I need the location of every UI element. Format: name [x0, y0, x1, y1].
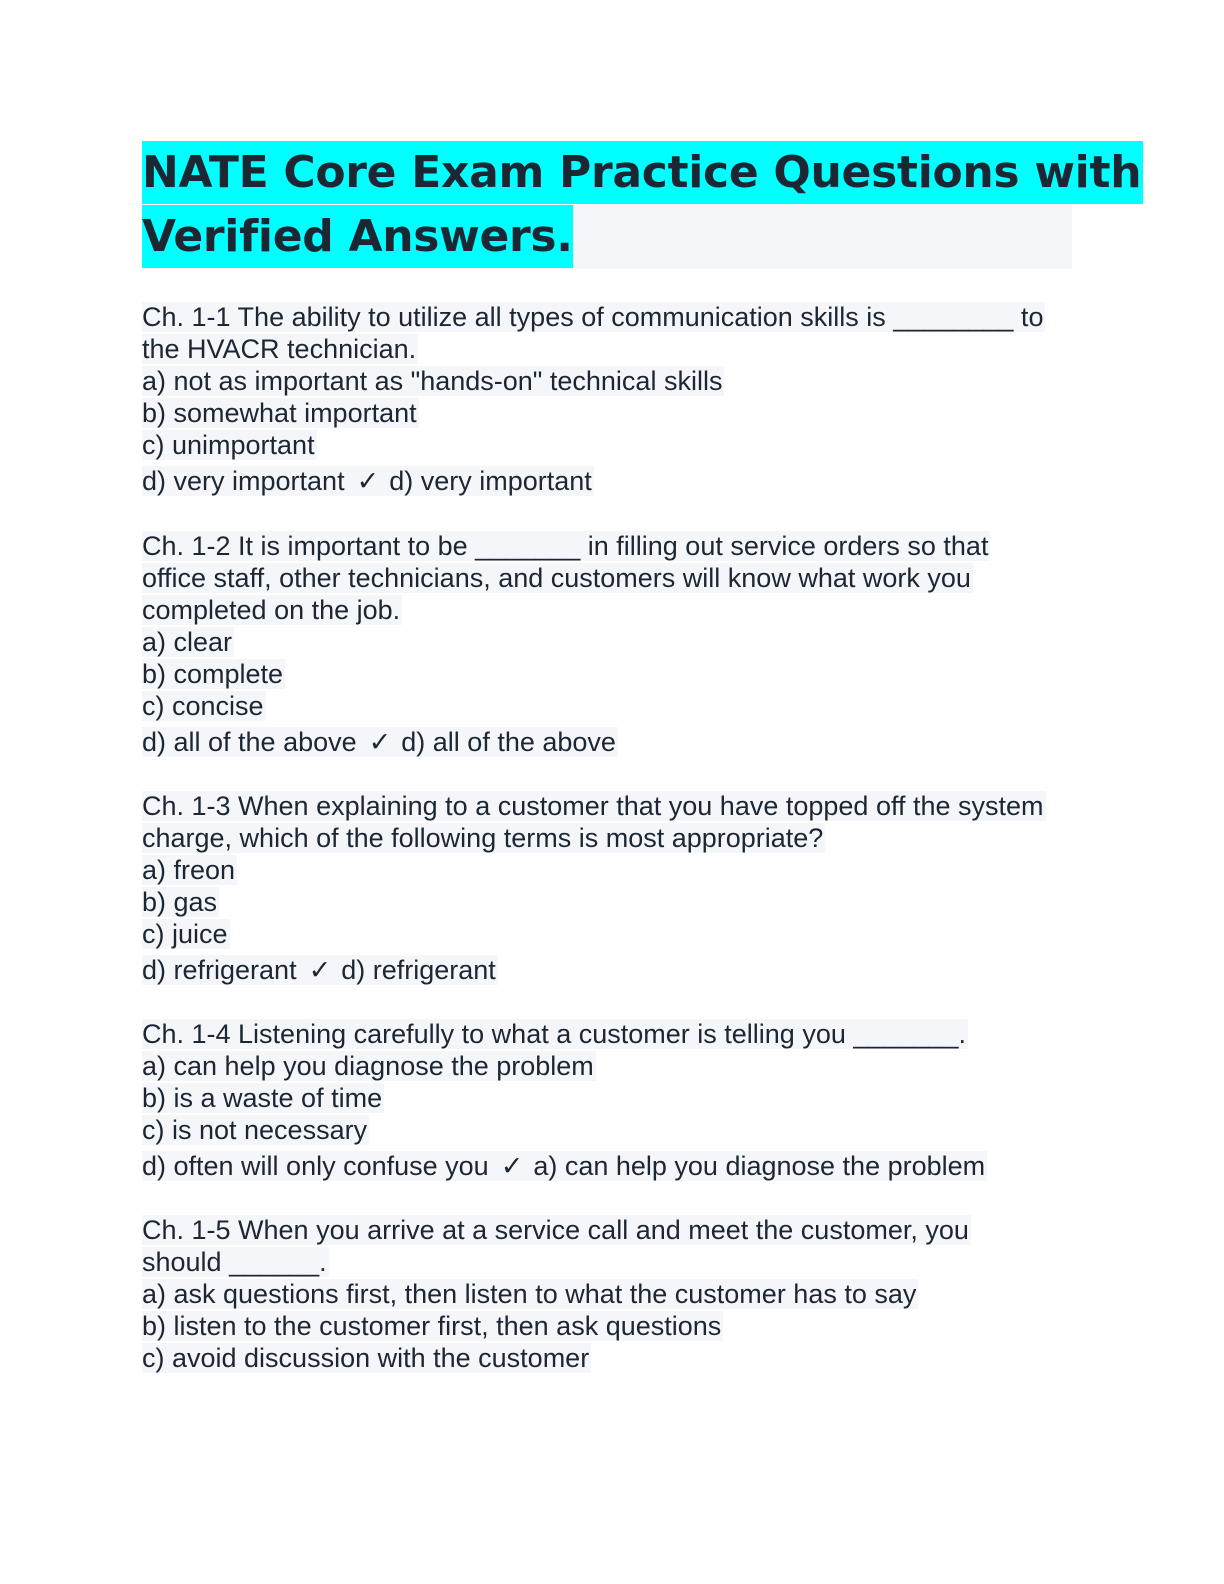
- answer-option-with-verified-answer: [142, 1146, 1072, 1186]
- question-stem: Ch. 1-2 It is important to be _______ in filling out service orders so that: [142, 531, 989, 561]
- question-stem: charge, which of the following terms is most appropriate?: [142, 823, 824, 853]
- question-block: [142, 1018, 1072, 1186]
- checkmark-icon: ✓: [308, 955, 332, 985]
- checkmark-icon: ✓: [500, 1151, 524, 1181]
- question-stem: the HVACR technician.: [142, 334, 417, 364]
- answer-option: c) concise: [142, 691, 264, 721]
- verified-answer: d) refrigerant: [341, 955, 496, 985]
- answer-option: a) freon: [142, 855, 236, 885]
- answer-option-with-verified-answer: [142, 722, 1072, 762]
- question-stem: Ch. 1-1 The ability to utilize all types of communication skills is ________ to: [142, 302, 1044, 332]
- answer-option: c) unimportant: [142, 430, 315, 460]
- checkmark-icon: ✓: [368, 727, 392, 757]
- answer-option: b) is a waste of time: [142, 1083, 383, 1113]
- answer-option: a) ask questions first, then listen to what the customer has to say: [142, 1279, 917, 1309]
- question-stem: should ______.: [142, 1247, 327, 1277]
- question-stem: Ch. 1-3 When explaining to a customer that you have topped off the system: [142, 791, 1044, 821]
- verified-answer: d) all of the above: [401, 727, 616, 757]
- answer-option: b) somewhat important: [142, 398, 417, 428]
- question-block: [142, 1214, 1072, 1374]
- answer-option: c) is not necessary: [142, 1115, 368, 1145]
- answer-option: a) can help you diagnose the problem: [142, 1051, 594, 1081]
- answer-option: c) avoid discussion with the customer: [142, 1343, 590, 1373]
- question-stem: completed on the job.: [142, 595, 401, 625]
- answer-option-with-verified-answer: [142, 461, 1072, 501]
- verified-answer: a) can help you diagnose the problem: [533, 1151, 986, 1181]
- answer-option-with-verified-answer: [142, 950, 1072, 990]
- answer-option: d) very important: [142, 466, 345, 496]
- answer-option: a) not as important as "hands-on" technical skills: [142, 366, 723, 396]
- answer-option: c) juice: [142, 919, 228, 949]
- checkmark-icon: ✓: [356, 466, 380, 496]
- title-line-1: NATE Core Exam Practice Questions with: [142, 141, 1143, 204]
- answer-option: b) complete: [142, 659, 284, 689]
- answer-option: b) gas: [142, 887, 218, 917]
- question-block: [142, 301, 1072, 501]
- answer-option: b) listen to the customer first, then ask questions: [142, 1311, 722, 1341]
- question-stem: Ch. 1-4 Listening carefully to what a customer is telling you _______.: [142, 1019, 966, 1049]
- answer-option: d) all of the above: [142, 727, 357, 757]
- verified-answer: d) very important: [389, 466, 592, 496]
- question-stem: office staff, other technicians, and customers will know what work you: [142, 563, 971, 593]
- answer-option: d) often will only confuse you: [142, 1151, 489, 1181]
- title-line-2: Verified Answers.: [142, 205, 573, 268]
- document-title: [142, 141, 1142, 269]
- answer-option: d) refrigerant: [142, 955, 297, 985]
- question-stem: Ch. 1-5 When you arrive at a service call and meet the customer, you: [142, 1215, 969, 1245]
- question-block: [142, 530, 1072, 762]
- question-block: [142, 790, 1072, 990]
- answer-option: a) clear: [142, 627, 233, 657]
